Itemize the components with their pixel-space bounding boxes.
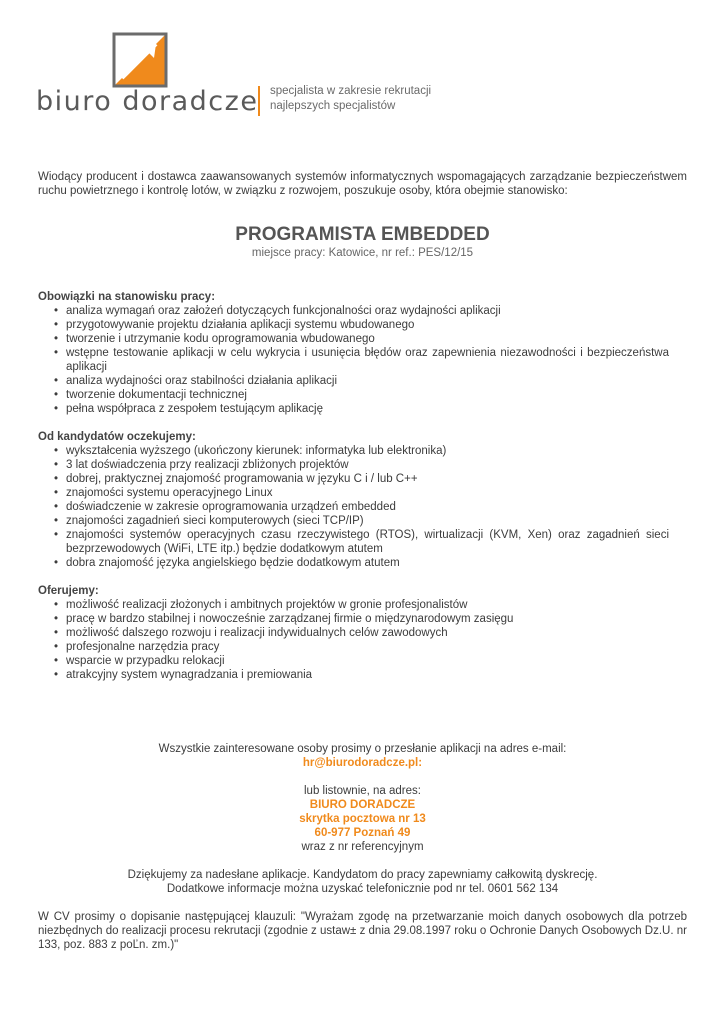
intro-paragraph: Wiodący producent i dostawca zaawansowanych systemów informatycznych wspomagających zarządzanie bezpieczeństwem ruchu powietrznego i kontrolę lotów, w związku z rozwojem, poszukuje osoby, która obejmie stanowisko: (38, 171, 687, 197)
company-logo (30, 32, 460, 122)
list-item: • wstępne testowanie aplikacji w celu wykrycia i usunięcia błędów oraz zapewnienia niezawodności i bezpieczeństwa aplikacji (38, 346, 687, 374)
logo-arrow-icon (112, 32, 168, 88)
logo-tagline (270, 84, 431, 114)
logo-separator (258, 86, 260, 116)
list-item: • znajomości zagadnień sieci komputerowych (sieci TCP/IP) (38, 514, 687, 528)
list-item: • profesjonalne narzędzia pracy (38, 640, 687, 654)
apply-instruction: Wszystkie zainteresowane osoby prosimy o przesłanie aplikacji na adres e-mail: (158, 743, 567, 755)
list-item: • dobra znajomość języka angielskiego będzie dodatkowym atutem (38, 556, 687, 570)
requirements-heading: Od kandydatów oczekujemy: (38, 431, 196, 443)
postal-box: skrytka pocztowa nr 13 (299, 813, 426, 825)
list-item: • tworzenie i utrzymanie kodu oprogramowania wbudowanego (38, 332, 687, 346)
list-item: • znajomości systemu operacyjnego Linux (38, 486, 687, 500)
list-item: • wsparcie w przypadku relokacji (38, 654, 687, 668)
list-item: • tworzenie dokumentacji technicznej (38, 388, 687, 402)
list-item: • przygotowywanie projektu działania aplikacji systemu wbudowanego (38, 318, 687, 332)
list-item: • 3 lat doświadczenia przy realizacji zbliżonych projektów (38, 458, 687, 472)
company-name: BIURO DORADCZE (309, 799, 416, 811)
list-item: • wykształcenia wyższego (ukończony kierunek: informatyka lub elektronika) (38, 444, 687, 458)
offer-heading: Oferujemy: (38, 585, 99, 597)
postal-instruction: lub listownie, na adres: (304, 785, 421, 797)
offer-list (38, 598, 687, 682)
list-item: • analiza wymagań oraz założeń dotyczących funkcjonalności oraz wydajności aplikacji (38, 304, 687, 318)
thanks-note: Dziękujemy za nadesłane aplikacje. Kandydatom do pracy zapewniamy całkowitą dyskrecję. (127, 869, 598, 881)
list-item: • pracę w bardzo stabilnej i nowocześnie zarządzanej firmie o międzynarodowym zasięgu (38, 612, 687, 626)
logo-tagline-line-1: specjalista w zakresie rekrutacji (270, 85, 432, 97)
list-item: • dobrej, praktycznej znajomość programowania w języku C i / lub C++ (38, 472, 687, 486)
contact-email-link[interactable]: hr@biurodoradcze.pl: (302, 757, 423, 769)
list-item: • atrakcyjny system wynagradzania i premiowania (38, 668, 687, 682)
list-item: • znajomości systemów operacyjnych czasu rzeczywistego (RTOS), wirtualizacji (KVM, Xen) oraz zagadnień sieci bezprzewodowych (WiFi, LTE itp.) będzie dodatkowym atutem (38, 528, 687, 556)
requirements-list (38, 444, 687, 570)
phone-info: Dodatkowe informacje można uzyskać telefonicznie pod nr tel. 0601 562 134 (166, 883, 559, 895)
list-item: • możliwość dalszego rozwoju i realizacji indywidualnych celów zawodowych (38, 626, 687, 640)
list-item: • doświadczenie w zakresie oprogramowania urządzeń embedded (38, 500, 687, 514)
list-item: • analiza wydajności oraz stabilności działania aplikacji (38, 374, 687, 388)
logo-name: biuro doradcze (36, 86, 259, 117)
gdpr-clause: W CV prosimy o dopisanie następującej klauzuli: "Wyrażam zgodę na przetwarzanie moich danych osobowych dla potrzeb niezbędnych do realizacji procesu rekrutacji (zgodnie z ustaw± z dnia 29.08.1997 roku o Ochronie Danych Osobowych Dz.U. nr 133, poz. 883 z poĽn. zm.)" (38, 911, 687, 951)
reference-note: wraz z nr referencyjnym (301, 841, 424, 853)
postal-city: 60-977 Poznań 49 (314, 827, 411, 839)
duties-heading: Obowiązki na stanowisku pracy: (38, 291, 216, 303)
list-item: • możliwość realizacji złożonych i ambitnych projektów w gronie profesjonalistów (38, 598, 687, 612)
logo-tagline-line-2: najlepszych specjalistów (270, 100, 396, 112)
job-location-ref: miejsce pracy: Katowice, nr ref.: PES/12/15 (251, 247, 474, 259)
application-info (38, 742, 687, 896)
job-title: PROGRAMISTA EMBEDDED (235, 224, 490, 245)
duties-list (38, 304, 687, 416)
job-offer-body (38, 170, 687, 952)
list-item: • pełna współpraca z zespołem testującym aplikację (38, 402, 687, 416)
